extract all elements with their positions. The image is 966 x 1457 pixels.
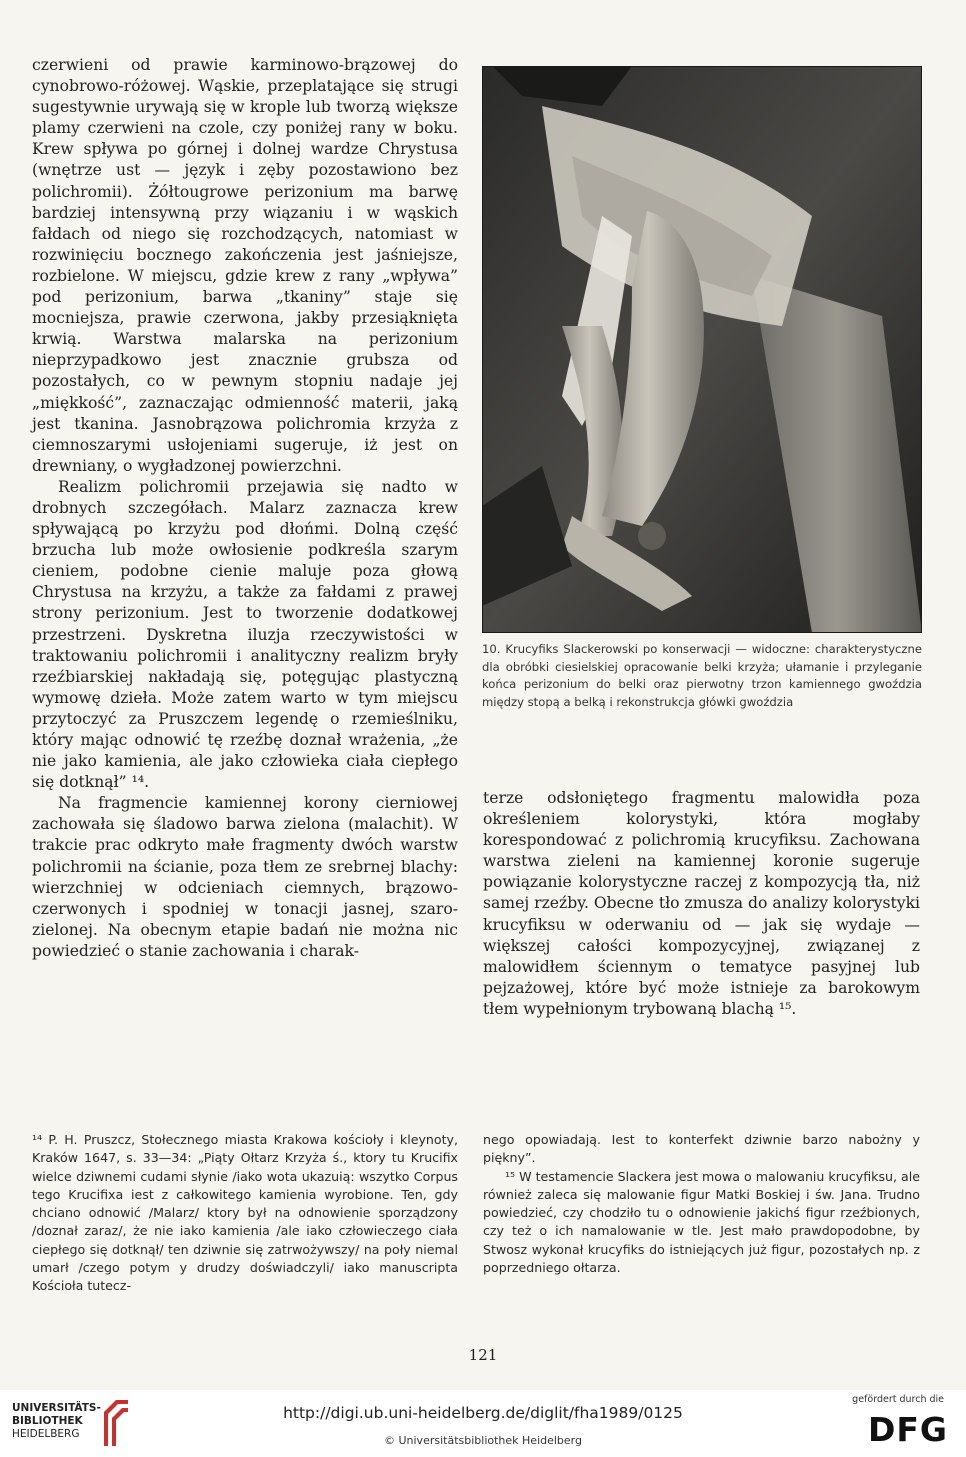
library-line3: HEIDELBERG — [12, 1428, 80, 1440]
library-line2: BIBLIOTHEK — [12, 1415, 83, 1427]
copyright-notice: © Universitätsbibliothek Heidelberg — [383, 1434, 582, 1447]
left-text-column — [32, 55, 458, 962]
footnote-left — [32, 1131, 458, 1296]
right-text-column — [483, 788, 920, 1020]
page-number: 121 — [468, 1346, 498, 1364]
caption-text: 10. Krucyfiks Slackerowski po konserwacji — widoczne: charakterystyczne dla obróbki ciesielskiej opracowanie belki krzyża; ułamanie i przyleganie końca perizonium do belki oraz pierwotny trzon kamiennego gwoździa między stopą a belką i rekonstrukcja główki gwoździa — [482, 642, 922, 709]
permalink-url[interactable]: http://digi.ub.uni-heidelberg.de/diglit/fha1989/0125 — [283, 1404, 683, 1422]
library-line1: UNIVERSITÄTS- — [12, 1402, 101, 1414]
footer-bar — [0, 1390, 966, 1457]
funding-label: gefördert durch die — [852, 1394, 944, 1405]
paragraph: Na fragmencie kamiennej korony cierniowej zachowała się śladowo barwa zielona (malachit). W trakcie prac odkryto małe fragmenty dwóch warstw polichromii na ścianie, poza tłem ze srebrnej blachy: wierzchniej w odcieniach ciemnych, brązowo-czerwonych i spodniej w tonacji jasnej, szaro-zielonej. Na obecnym etapie badań nie można nic powiedzieć o stanie zachowania i charak- — [32, 794, 458, 960]
paragraph: czerwieni od prawie karminowo-brązowej do cynobrowo-różowej. Wąskie, przeplatające się strugi sugestywnie urywają się w krople lub tworzą większe plamy czerwieni na czole, czy poniżej rany w boku. Krew spływa po górnej i dolnej wardze Chrystusa (wnętrze ust — język i zęby pozostawiono bez polichromii). Żółtougrowe perizonium ma barwę bardziej intensywną przy wiązaniu i w wąskich fałdach od niego się rozchodzących, natomiast w rozwinięciu bocznego zakończenia jest jaśniejsze, rozbielone. W miejscu, gdzie krew z rany „wpływa” pod perizonium, barwa „tkaniny” staje się mocniejsza, prawie czerwona, jakby przesiąknięta krwią. Warstwa malarska na perizonium nieprzypadkowo jest znacznie grubsza od pozostałych, co w pewnym stopniu nadaje jej „miękkość”, zaznaczając odmienność materii, jaką jest tkanina. Jasnobrązowa polichromia krzyża z ciemnoszarymi usłojeniami sugeruje, iż jest on drewniany, o wygładzonej powierzchni. — [32, 56, 458, 475]
footnote-right — [483, 1131, 920, 1277]
footnote-15: ¹⁵ W testamencie Slackera jest mowa o malowaniu krucyfiksu, ale również zaleca się malowanie figur Matki Boskiej i św. Jana. Trudno powiedzieć, czy chodziło tu o odnowienie jakichś figur rzeźbionych, czy też o ich namalowanie w tle. Jest mało prawdopodobne, by Stwosz wykonał krucyfiks do istniejących już figur, pozostałych np. z poprzedniego ołtarza. — [483, 1168, 920, 1276]
figure-caption — [482, 641, 922, 711]
paragraph: Realizm polichromii przejawia się nadto w drobnych szczegółach. Malarz zaznacza krew spływającą po krzyżu pod dłońmi. Dolną część brzucha lub może owłosienie podkreśla szarym cieniem, podobne cienie maluje poza głową Chrystusa na krzyżu, a także za fałdami z prawej strony perizonium. Jest to tworzenie dodatkowej przestrzeni. Dyskretna iluzja rzeczywistości w traktowaniu polichromii i analityczny realizm bryły rzeźbiarskiej nakładają się, potęgując plastyczną wymowę dzieła. Może zatem warto w tym miejscu przytoczyć za Pruszczem legendę o rzemieślniku, który mając odnowić tę rzeźbę doznał wrażenia, „że nie jako kamienia, ale jako człowieka ciała ciepłego się dotknął” ¹⁴. — [32, 477, 458, 792]
footnote-14: ¹⁴ P. H. Pruszcz, Stołecznego miasta Krakowa kościoły i kleynoty, Kraków 1647, s. 33—34: „Piąty Ołtarz Krzyża ś., ktory tu Krucifix wielce dziwnemi cudami słynie /iako wota ukazuią: wszytko Corpus tego Krucifixa iest z całkowitego kamienia wyrobione. Ten, gdy chciano odnowić /Malarz/ ktory był na odnowienie sporządzony /doznał zaraz/, że nie iako kamienia /ale iako człowieczego ciała ciepłego się dotknął/ ten dziwnie się zatrwożywszy/ na poły niemal umarł /czego potym y drudzy doświadczyli/ iako manuscripta Kościoła tutecz- — [32, 1132, 458, 1294]
dfg-logo: DFG — [867, 1410, 948, 1449]
footnote-14-continued: nego opowiadają. Iest to konterfekt dziwnie barzo nabożny y piękny”. — [483, 1132, 920, 1166]
paragraph: terze odsłoniętego fragmentu malowidła poza określeniem kolorystyki, która mogłaby korespondować z polichromią krucyfiksu. Zachowana warstwa zieleni na kamiennej koronie sugeruje powiązanie kolorystyczne raczej z kompozycją tła, niż samej rzeźby. Obecne tło zmusza do analizy kolorystyki krucyfiksu w oderwaniu od — jak się wydaje — większej całości kompozycyjnej, związanej z malowidłem ściennym o tematyce pasyjnej lub pejzażowej, które być może istnieje za barokowym tłem wypełnionym trybowaną blachą ¹⁵. — [483, 789, 920, 1018]
crucifix-photograph — [482, 66, 922, 633]
